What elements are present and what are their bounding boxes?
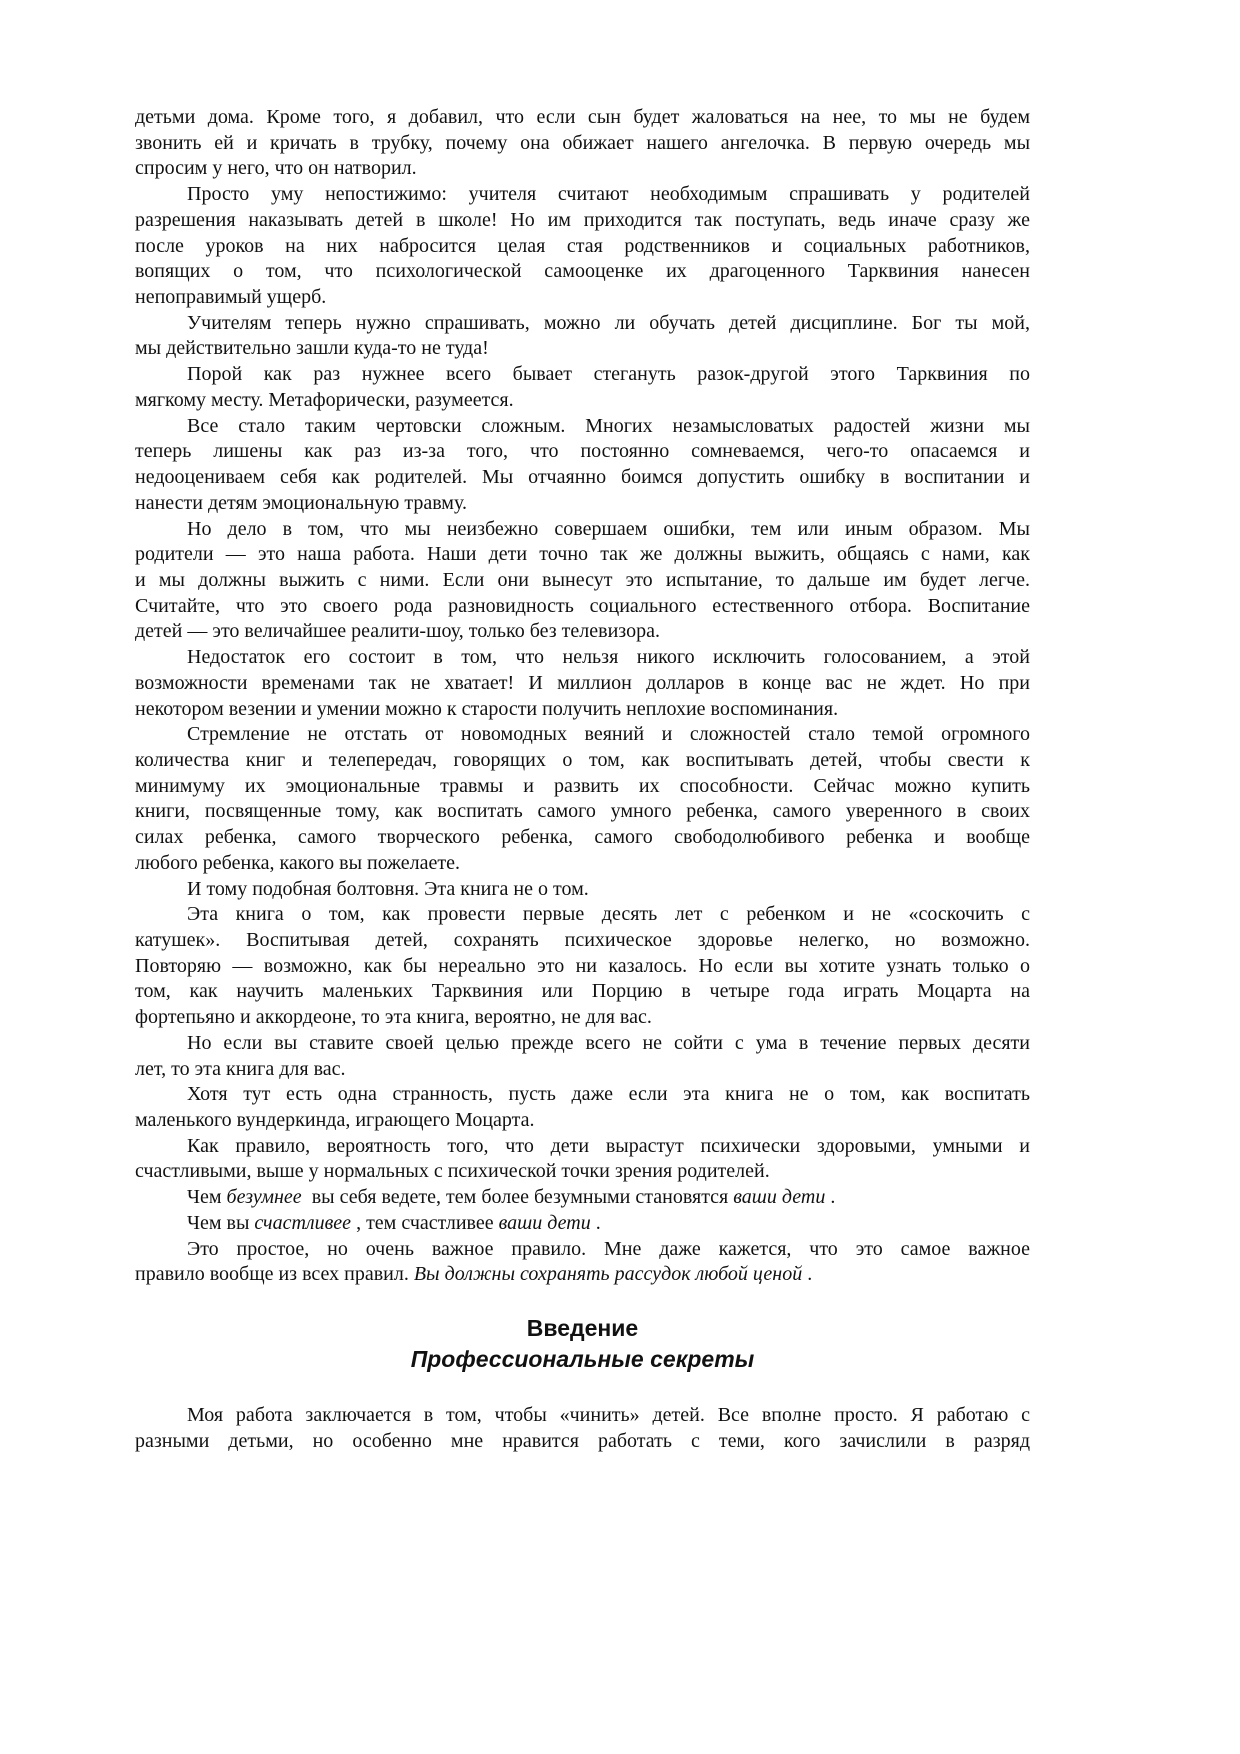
text-line: теперь лишены как раз из-за того, что постоянно сомневаемся, чего-то опасаемся и	[135, 440, 1030, 463]
text-line: любого ребенка, какого вы пожелаете.	[135, 851, 461, 874]
text-line: мы действительно зашли куда-то не туда!	[135, 337, 489, 360]
text-line: Считайте, что это своего рода разновидность социального естественного отбора. Воспитание	[135, 594, 1030, 617]
text-line: маленького вундеркинда, играющего Моцарта.	[135, 1109, 535, 1132]
text-segment: .	[590, 1211, 601, 1234]
paragraph	[135, 311, 1030, 362]
chapter-subtitle: Профессиональные секреты	[410, 1346, 755, 1372]
paragraph	[135, 414, 1030, 517]
text-segment: .	[825, 1186, 836, 1209]
text-line: Эта книга о том, как провести первые десять лет с ребенком и не «соскочить с	[187, 903, 1030, 926]
text-line: Но если вы ставите своей целью прежде всего не сойти с ума в течение первых десяти	[187, 1031, 1030, 1054]
text-line: после уроков на них набросится целая стая родственников и социальных работников,	[135, 234, 1030, 257]
text-line: детьми дома. Кроме того, я добавил, что если сын будет жаловаться на нее, то мы не будем	[135, 106, 1030, 128]
text-line: возможности временами так не хватает! И миллион долларов в конце вас не ждет. Но при	[135, 671, 1030, 694]
text-line	[135, 1211, 1030, 1237]
text-segment: .	[802, 1263, 813, 1286]
text-line: Недостаток его состоит в том, что нельзя никого исключить голосованием, а этой	[187, 646, 1030, 669]
paragraph	[135, 902, 1030, 1031]
text-line: катушек». Воспитывая детей, сохранять психическое здоровье нелегко, но возможно.	[135, 929, 1030, 951]
paragraph	[135, 1403, 1030, 1454]
text-line: и мы должны выжить с ними. Если они вынесут это испытание, то дальше им будет легче.	[135, 568, 1030, 591]
paragraph	[135, 722, 1030, 876]
paragraph	[135, 1237, 1030, 1288]
text-line: количества книг и телепередач, говорящих о том, как воспитывать детей, чтобы свести к	[135, 748, 1030, 771]
text-line: нанести детям эмоциональную травму.	[135, 491, 467, 514]
text-segment: , тем счастливее	[351, 1211, 499, 1234]
body-text-after-heading	[135, 1403, 1030, 1454]
text-line: разными детьми, но особенно мне нравится работать с теми, кого зачислили в разряд	[135, 1429, 1030, 1452]
body-text-before-heading	[135, 105, 1030, 1288]
text-segment: вы себя ведете, тем более безумными становятся	[301, 1186, 734, 1209]
text-segment: Чем вы	[187, 1211, 255, 1234]
text-segment: правило вообще из всех правил.	[135, 1263, 414, 1286]
italic-emphasis: ваши дети	[733, 1186, 826, 1209]
text-line: Но дело в том, что мы неизбежно совершаем ошибки, тем или иным образом. Мы	[187, 517, 1030, 540]
text-line: лет, то эта книга для вас.	[135, 1057, 346, 1080]
text-line: счастливыми, выше у нормальных с психической точки зрения родителей.	[135, 1160, 770, 1183]
text-line: фортепьяно и аккордеоне, то эта книга, вероятно, не для вас.	[135, 1006, 652, 1029]
text-line: Стремление не отстать от новомодных веяний и сложностей стало темой огромного	[187, 723, 1030, 746]
text-line: Просто уму непостижимо: учителя считают необходимым спрашивать у родителей	[187, 183, 1030, 206]
text-line: Моя работа заключается в том, чтобы «чинить» детей. Все вполне просто. Я работаю с	[187, 1404, 1030, 1426]
paragraph	[135, 1082, 1030, 1133]
italic-emphasis: счастливее	[254, 1211, 352, 1234]
text-segment: Чем	[187, 1186, 227, 1209]
text-line: детей — это величайшее реалити-шоу, только без телевизора.	[135, 620, 660, 643]
text-line: том, как научить маленьких Тарквиния или Порцию в четыре года играть Моцарта на	[135, 980, 1030, 1003]
text-line: мягкому месту. Метафорически, разумеется.	[135, 388, 514, 411]
text-line: Учителям теперь нужно спрашивать, можно ли обучать детей дисциплине. Бог ты мой,	[187, 311, 1030, 334]
text-line: спросим у него, что он натворил.	[135, 157, 417, 180]
text-line: И тому подобная болтовня. Эта книга не о том.	[187, 877, 589, 900]
text-line: Это простое, но очень важное правило. Мне даже кажется, что это самое важное	[187, 1237, 1030, 1260]
text-line	[135, 1262, 1030, 1288]
paragraph	[135, 645, 1030, 722]
text-line: силах ребенка, самого творческого ребенка, самого свободолюбивого ребенка и вообще	[135, 826, 1030, 849]
text-line: непоправимый ущерб.	[135, 286, 327, 309]
paragraph	[135, 362, 1030, 413]
italic-emphasis: безумнее	[226, 1186, 302, 1209]
text-line: Как правило, вероятность того, что дети вырастут психически здоровыми, умными и	[187, 1134, 1030, 1157]
text-line	[135, 1185, 1030, 1211]
text-line: Повторяю — возможно, как бы нереально это ни казалось. Но если вы хотите узнать только о	[135, 954, 1030, 977]
text-line: Хотя тут есть одна странность, пусть даже если эта книга не о том, как воспитать	[187, 1083, 1030, 1106]
italic-emphasis: Вы должны сохранять рассудок любой ценой	[413, 1263, 803, 1286]
chapter-title: Введение	[526, 1315, 639, 1341]
paragraph	[135, 182, 1030, 311]
text-line: родители — это наша работа. Наши дети точно так же должны выжить, общаясь с нами, как	[135, 543, 1030, 566]
text-line: книги, посвященные тому, как воспитать самого умного ребенка, самого уверенного в своих	[135, 800, 1030, 823]
text-line: минимуму их эмоциональные травмы и развить их способности. Сейчас можно купить	[135, 774, 1030, 797]
text-line: недооцениваем себя как родителей. Мы отчаянно боимся допустить ошибку в воспитании и	[135, 466, 1030, 489]
paragraph	[135, 105, 1030, 182]
text-line: вопящих о том, что психологической самооценке их драгоценного Тарквиния нанесен	[135, 260, 1030, 283]
text-line: Все стало таким чертовски сложным. Многих незамысловатых радостей жизни мы	[187, 414, 1030, 437]
paragraph	[135, 517, 1030, 646]
paragraph	[135, 1185, 1030, 1211]
text-line: Порой как раз нужнее всего бывает стегануть разок-другой этого Тарквиния по	[187, 363, 1030, 386]
paragraph	[135, 1031, 1030, 1082]
italic-emphasis: ваши дети	[498, 1211, 591, 1234]
paragraph	[135, 1134, 1030, 1185]
paragraph	[135, 877, 1030, 903]
text-line: некотором везении и умении можно к старости получить неплохие воспоминания.	[135, 697, 839, 720]
text-line: звонить ей и кричать в трубку, почему она обижает нашего ангелочка. В первую очередь мы	[135, 131, 1030, 154]
paragraph	[135, 1211, 1030, 1237]
text-line: разрешения наказывать детей в школе! Но им приходится так поступать, ведь иначе сразу же	[135, 208, 1030, 231]
